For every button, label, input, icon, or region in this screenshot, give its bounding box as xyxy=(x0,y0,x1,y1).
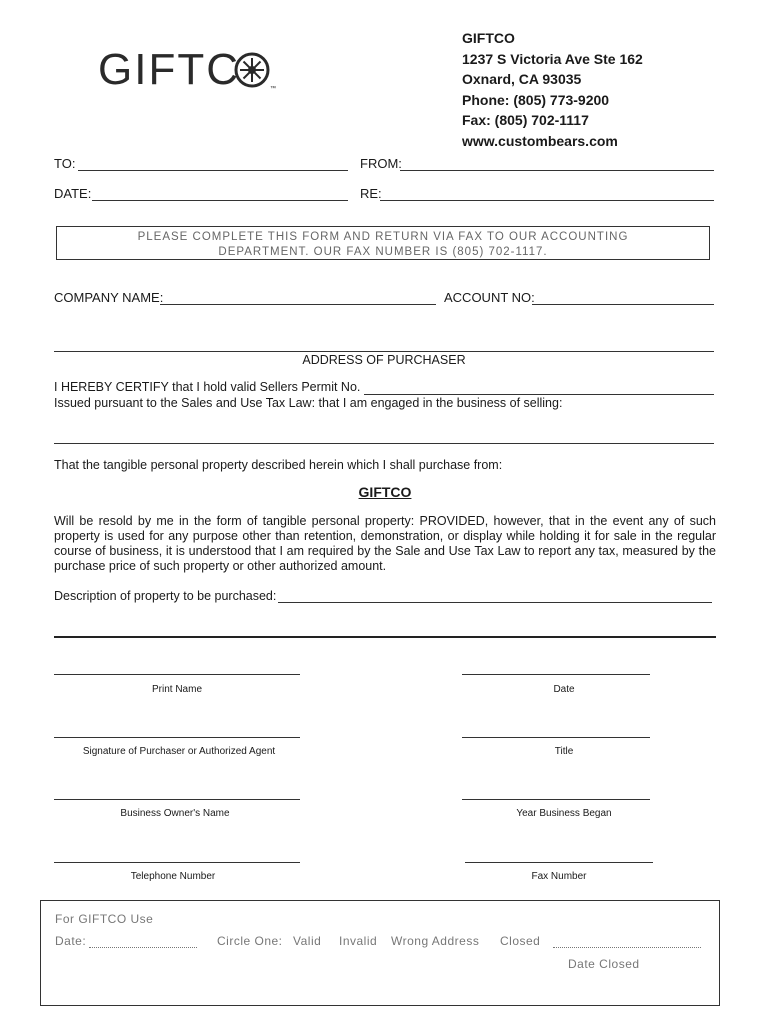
date-sign-line[interactable] xyxy=(462,674,650,675)
bear-paw-logo-icon xyxy=(233,50,271,90)
company-street: 1237 S Victoria Ave Ste 162 xyxy=(462,50,643,67)
office-date-line[interactable] xyxy=(89,947,197,948)
address-line[interactable] xyxy=(54,351,714,352)
fax-number-line[interactable] xyxy=(465,862,653,863)
date-closed-line[interactable] xyxy=(553,947,701,948)
signature-caption: Signature of Purchaser or Authorized Agent xyxy=(82,746,276,757)
owner-name-line[interactable] xyxy=(54,799,300,800)
from-field[interactable] xyxy=(360,156,402,171)
title-line[interactable] xyxy=(462,737,650,738)
circle-one-label: Circle One: xyxy=(217,934,283,948)
owner-name-caption: Business Owner's Name xyxy=(120,808,230,819)
certify-text: I HEREBY CERTIFY that I hold valid Sellers Permit No. xyxy=(54,380,361,394)
business-line[interactable] xyxy=(54,443,714,444)
to-field[interactable] xyxy=(54,156,75,171)
company-name-line[interactable] xyxy=(160,304,436,305)
from-label: FROM: xyxy=(360,156,402,171)
address-of-purchaser-label: ADDRESS OF PURCHASER xyxy=(302,353,466,367)
office-use-heading: For GIFTCO Use xyxy=(55,912,154,926)
vendor-name: GIFTCO xyxy=(358,484,412,500)
account-no-label: ACCOUNT NO: xyxy=(444,290,535,305)
date-field[interactable] xyxy=(54,186,91,201)
company-name-label: COMPANY NAME: xyxy=(54,290,164,305)
date-line[interactable] xyxy=(92,200,348,201)
option-closed[interactable]: Closed xyxy=(500,934,541,948)
description-label: Description of property to be purchased: xyxy=(54,589,277,603)
giftco-logo xyxy=(98,45,240,94)
option-valid[interactable]: Valid xyxy=(293,934,322,948)
company-address-block xyxy=(462,28,643,151)
option-invalid[interactable]: Invalid xyxy=(339,934,378,948)
date-caption: Date xyxy=(553,684,575,695)
company-website: www.custombears.com xyxy=(462,132,618,149)
issued-text: Issued pursuant to the Sales and Use Tax Law: that I am engaged in the business of selling: xyxy=(54,396,563,410)
re-label: RE: xyxy=(360,186,382,201)
telephone-caption: Telephone Number xyxy=(130,871,216,882)
year-began-line[interactable] xyxy=(462,799,650,800)
to-line[interactable] xyxy=(78,170,348,171)
account-no-line[interactable] xyxy=(532,304,714,305)
year-began-caption: Year Business Began xyxy=(516,808,612,819)
company-fax: Fax: (805) 702-1117 xyxy=(462,112,589,128)
trademark-symbol: ™ xyxy=(270,86,276,92)
notice-line-2: DEPARTMENT. OUR FAX NUMBER IS (805) 702-1117. xyxy=(218,246,548,258)
permit-number-line[interactable] xyxy=(364,394,714,395)
print-name-caption: Print Name xyxy=(151,684,202,695)
logo-wordmark: GIFTC xyxy=(98,45,240,94)
print-name-line[interactable] xyxy=(54,674,300,675)
company-name: GIFTCO xyxy=(462,30,515,46)
date-label: DATE: xyxy=(54,186,92,201)
section-divider xyxy=(54,636,716,638)
from-line[interactable] xyxy=(400,170,714,171)
office-date-label: Date: xyxy=(55,934,87,948)
description-line[interactable] xyxy=(278,602,712,603)
tangible-property-text: That the tangible personal property described herein which I shall purchase from: xyxy=(54,458,503,472)
office-use-box xyxy=(40,900,720,1006)
company-city: Oxnard, CA 93035 xyxy=(462,71,582,87)
fax-notice-box xyxy=(56,226,710,260)
notice-line-1: PLEASE COMPLETE THIS FORM AND RETURN VIA FAX TO OUR ACCOUNTING xyxy=(137,231,629,243)
re-field[interactable] xyxy=(360,186,382,201)
company-phone: Phone: (805) 773-9200 xyxy=(462,91,610,108)
fax-number-caption: Fax Number xyxy=(531,871,587,882)
signature-line[interactable] xyxy=(54,737,300,738)
re-line[interactable] xyxy=(380,200,714,201)
company-name-field[interactable] xyxy=(54,290,163,305)
account-no-field[interactable] xyxy=(444,290,535,305)
title-caption: Title xyxy=(554,746,574,757)
option-wrong-address[interactable]: Wrong Address xyxy=(391,934,480,948)
telephone-line[interactable] xyxy=(54,862,300,863)
date-closed-label: Date Closed xyxy=(568,957,640,971)
to-label: TO: xyxy=(54,156,76,171)
resold-paragraph: Will be resold by me in the form of tangible personal property: PROVIDED, however, that in the event any of such property is used for any purpose other than retention, demonstration, or display while holding it for sale in the regular course of business, it is understood that I am required by the Sale and Use Tax Law to report any tax, measured by the purchase price of such property or other authorized amount. xyxy=(54,514,716,573)
